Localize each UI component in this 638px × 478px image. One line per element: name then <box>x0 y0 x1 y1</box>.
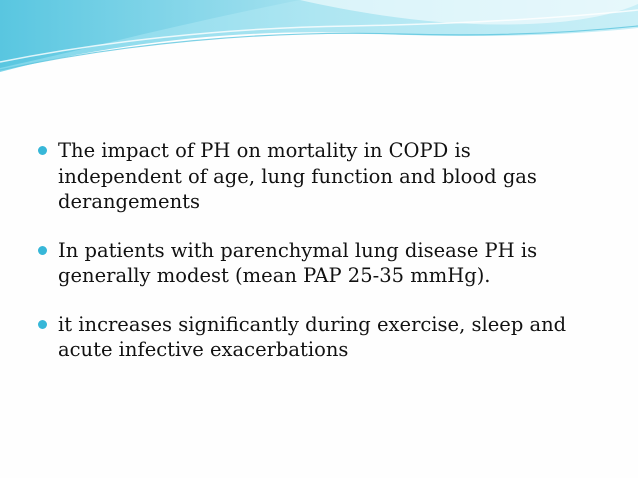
bullet-text: it increases significantly during exercise, sleep and acute infective exacerbations <box>58 312 567 361</box>
bullet-list <box>38 138 598 386</box>
bullet-dot-icon <box>38 246 47 255</box>
bullet-dot-icon <box>38 320 47 329</box>
header-wave-decoration <box>0 0 638 80</box>
bullet-text: The impact of PH on mortality in COPD is independent of age, lung function and blood gas derangements <box>58 139 537 213</box>
bullet-item <box>38 138 598 215</box>
bullet-item <box>38 312 598 363</box>
bullet-dot-icon <box>38 146 47 155</box>
bullet-item <box>38 238 598 289</box>
bullet-text: In patients with parenchymal lung disease PH is generally modest (mean PAP 25-35 mmHg). <box>58 238 538 287</box>
